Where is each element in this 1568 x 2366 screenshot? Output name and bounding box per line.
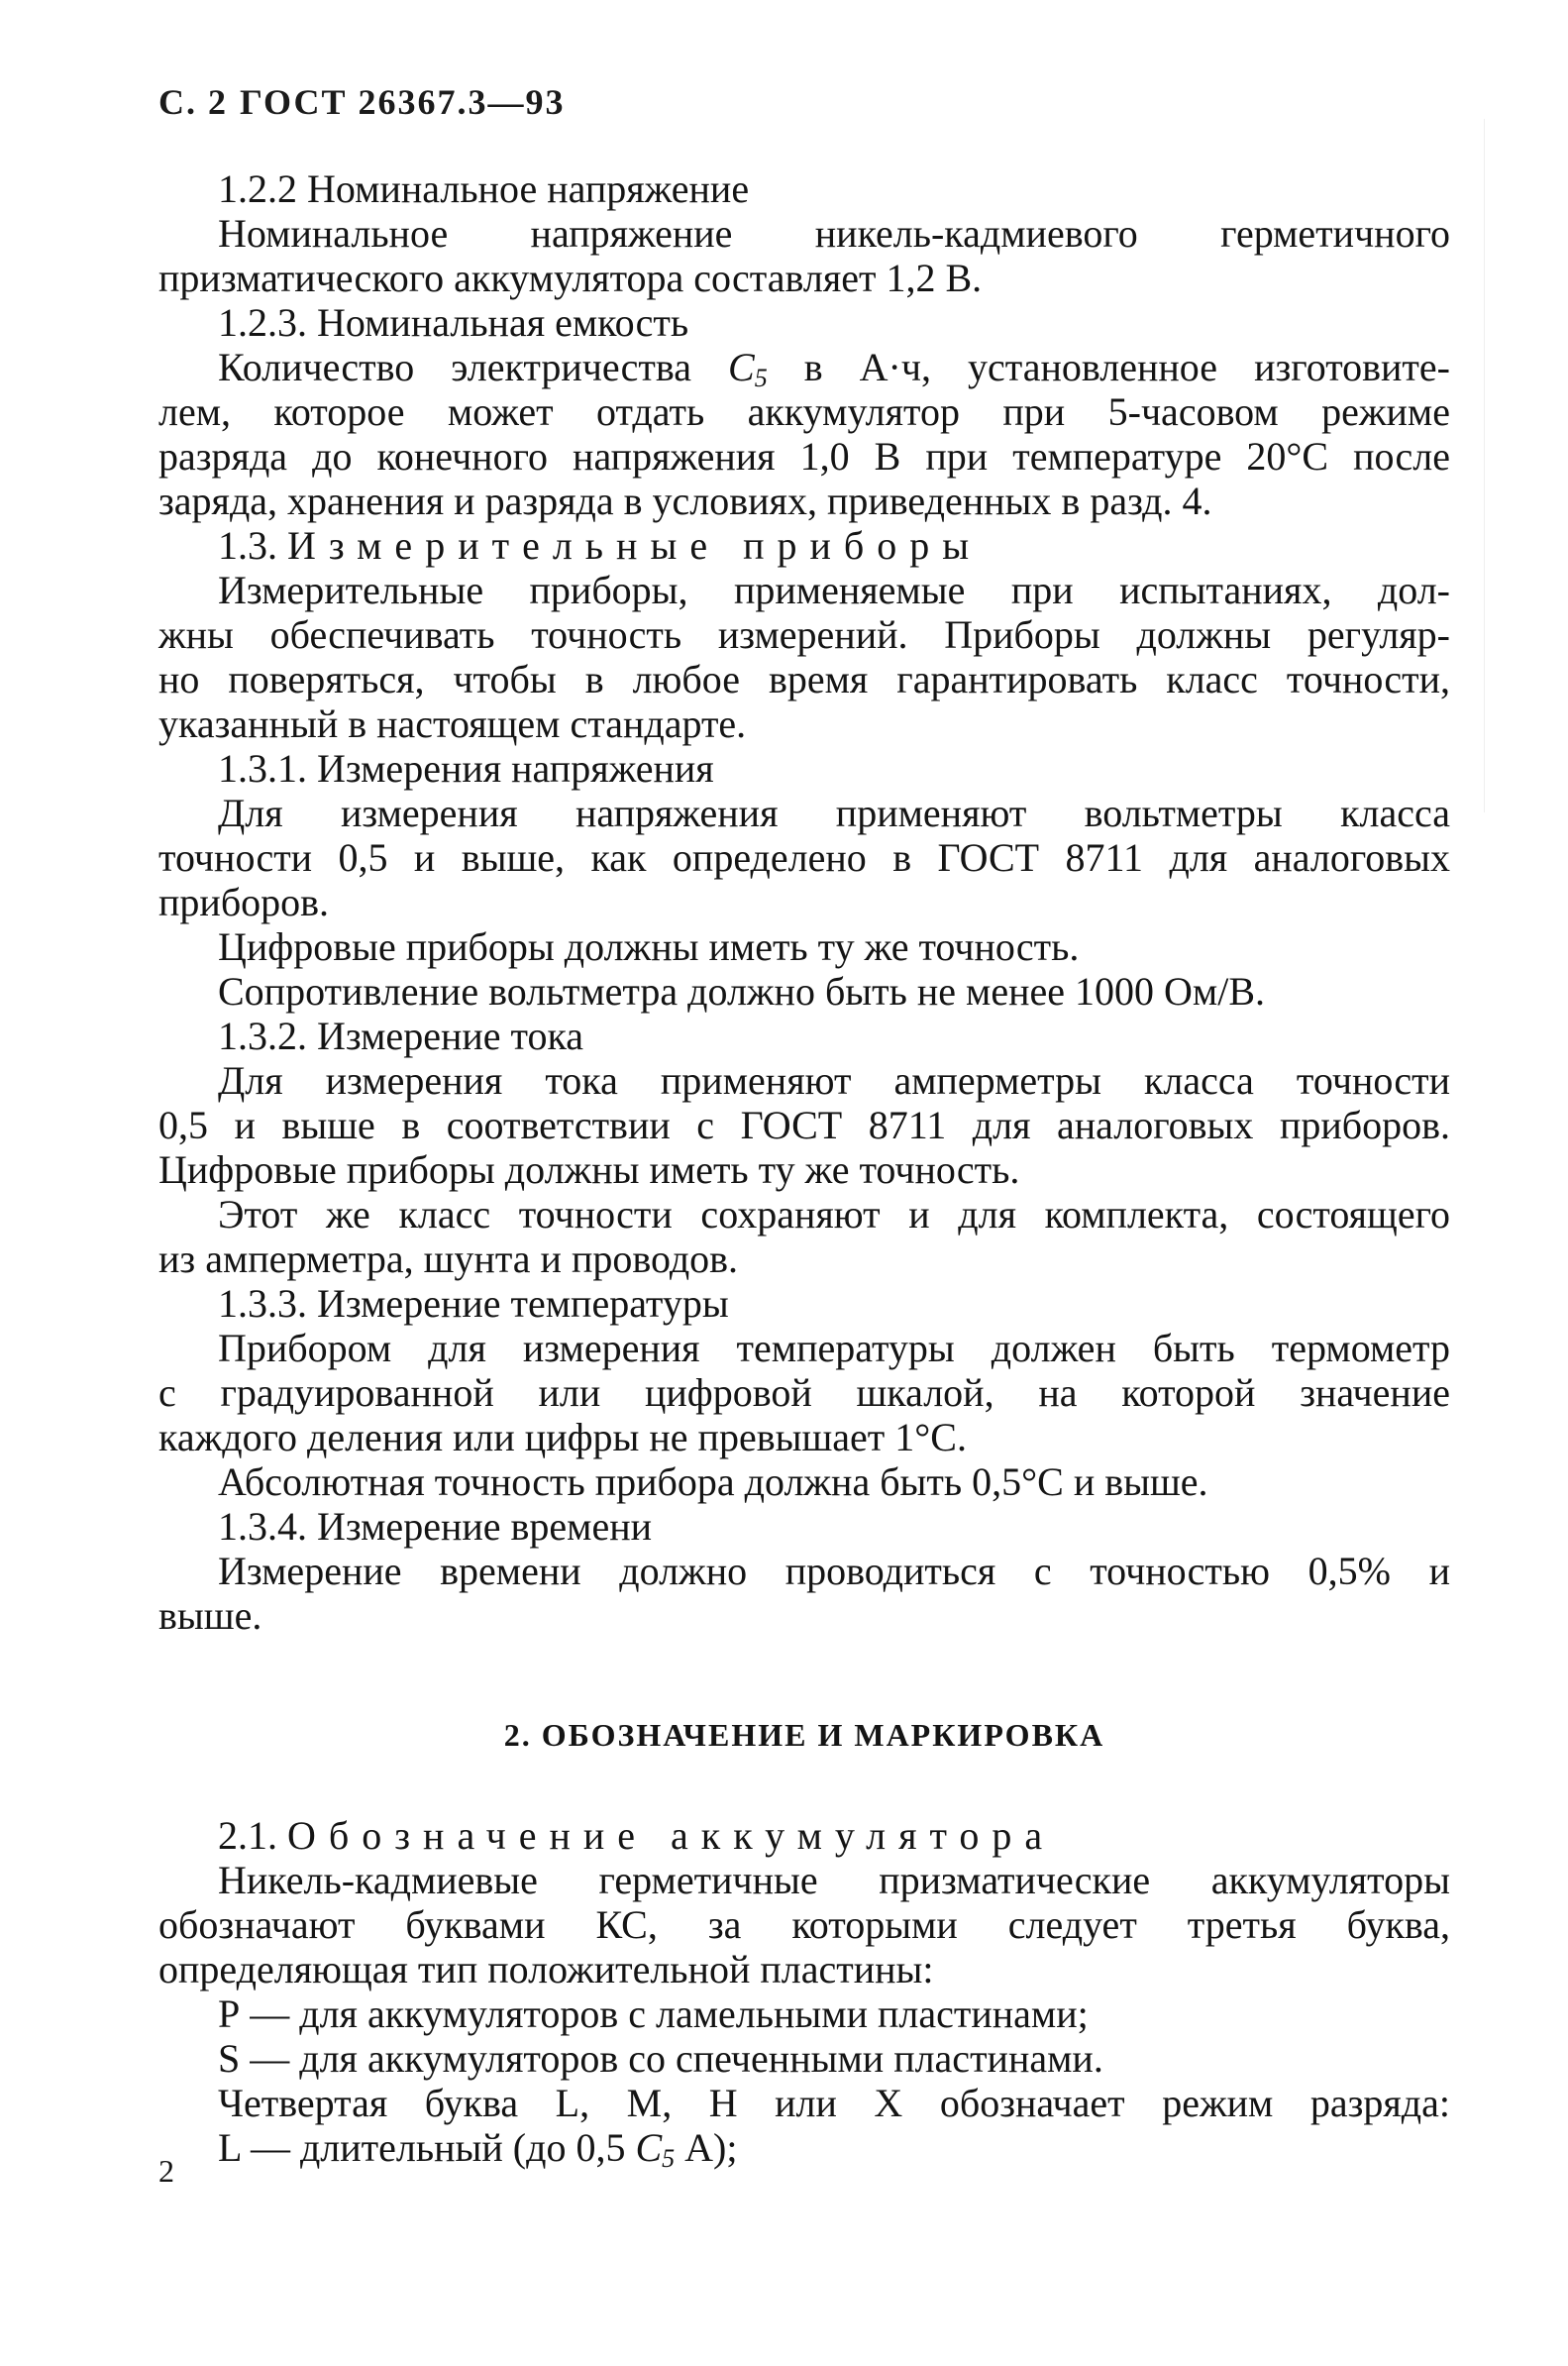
clause-1-2-3-title: 1.2.3. Номинальная емкость bbox=[218, 300, 689, 345]
clause-number: 1.3. bbox=[218, 523, 277, 568]
document-body bbox=[158, 166, 1450, 2173]
clause-2-1-line: определяющая тип положительной пластины: bbox=[158, 1947, 934, 1991]
clause-1-2-3-line bbox=[158, 345, 1450, 392]
clause-1-3-line: жны обеспечивать точность измерений. Приборы должны регуляр- bbox=[158, 612, 1450, 657]
clause-1-3-2-line: из амперметра, шунта и проводов. bbox=[158, 1237, 739, 1281]
clause-1-3-3-line: Абсолютная точность прибора должна быть 0,5°С и выше. bbox=[218, 1459, 1208, 1504]
clause-1-3-3-title: 1.3.3. Измерение температуры bbox=[218, 1281, 729, 1326]
clause-1-3-2-line: Этот же класс точности сохраняют и для комплекта, состоящего bbox=[218, 1192, 1450, 1237]
clause-1-2-3-line: разряда до конечного напряжения 1,0 В при температуре 20°С после bbox=[158, 434, 1450, 479]
text-fragment: Количество электричества bbox=[218, 345, 691, 389]
clause-1-3-1-line: Для измерения напряжения применяют вольтметры класса bbox=[218, 791, 1450, 835]
text-fragment: А); bbox=[684, 2125, 738, 2170]
clause-1-3-line: Измерительные приборы, применяемые при испытаниях, дол- bbox=[218, 568, 1450, 612]
clause-2-1-line: Р — для аккумуляторов с ламельными пластинами; bbox=[218, 1991, 1089, 2036]
clause-1-3-line: указанный в настоящем стандарте. bbox=[158, 701, 747, 746]
clause-1-3-1-line: Цифровые приборы должны иметь ту же точность. bbox=[218, 924, 1080, 969]
clause-2-1-line: S — для аккумуляторов со спеченными пластинами. bbox=[218, 2036, 1103, 2081]
clause-1-3-4-line: Измерение времени должно проводиться с точностью 0,5% и bbox=[218, 1549, 1450, 1593]
clause-1-2-2-line: Номинальное напряжение никель-кадмиевого герметичного bbox=[218, 211, 1450, 256]
text-fragment: в А·ч, установленное изготовите- bbox=[803, 345, 1450, 389]
clause-1-3-line: но поверяться, чтобы в любое время гарантировать класс точности, bbox=[158, 657, 1450, 701]
clause-2-1-line bbox=[158, 2125, 1450, 2173]
c5-symbol bbox=[635, 2125, 676, 2173]
clause-1-3-title bbox=[158, 523, 1450, 568]
c5-subscript: 5 bbox=[754, 364, 768, 392]
clause-1-3-1-title: 1.3.1. Измерения напряжения bbox=[218, 746, 714, 791]
section-2-heading: 2. ОБОЗНАЧЕНИЕ И МАРКИРОВКА bbox=[503, 1717, 1105, 1753]
clause-1-2-2-title: 1.2.2 Номинальное напряжение bbox=[218, 166, 750, 211]
clause-1-2-2-line: призматического аккумулятора составляет 1,2 В. bbox=[158, 256, 983, 300]
page-ref: С. 2 bbox=[158, 82, 228, 122]
clause-1-2-3-line: заряда, хранения и разряда в условиях, приведенных в разд. 4. bbox=[158, 479, 1212, 523]
clause-1-3-1-line: Сопротивление вольтметра должно быть не менее 1000 Ом/В. bbox=[218, 969, 1266, 1014]
clause-1-3-4-title: 1.3.4. Измерение времени bbox=[218, 1504, 653, 1549]
c5-symbol bbox=[728, 345, 768, 392]
c5-letter: C bbox=[728, 345, 755, 389]
clause-2-1-title bbox=[158, 1813, 1450, 1858]
clause-1-3-1-line: точности 0,5 и выше, как определено в ГОСТ 8711 для аналоговых bbox=[158, 835, 1450, 880]
clause-1-3-2-line: Цифровые приборы должны иметь ту же точность. bbox=[158, 1147, 1020, 1192]
standard-number: ГОСТ 26367.3—93 bbox=[240, 82, 566, 122]
clause-title-spaced: Обозначение аккумулятора bbox=[287, 1813, 1056, 1858]
clause-1-3-3-line: с градуированной или цифровой шкалой, на которой значение bbox=[158, 1370, 1450, 1415]
scan-artifact-line bbox=[1484, 119, 1485, 812]
clause-number: 2.1. bbox=[218, 1813, 277, 1858]
clause-2-1-line: Четвертая буква L, М, Н или X обозначает режим разряда: bbox=[218, 2081, 1450, 2125]
clause-1-3-2-title: 1.3.2. Измерение тока bbox=[218, 1014, 584, 1058]
clause-1-3-1-line: приборов. bbox=[158, 880, 330, 924]
text-fragment: L — длительный (до 0,5 bbox=[218, 2125, 626, 2170]
clause-1-3-3-line: каждого деления или цифры не превышает 1°С. bbox=[158, 1415, 967, 1459]
c5-subscript: 5 bbox=[662, 2144, 676, 2173]
clause-1-3-4-line: выше. bbox=[158, 1593, 262, 1638]
clause-1-3-2-line: 0,5 и выше в соответствии с ГОСТ 8711 для аналоговых приборов. bbox=[158, 1103, 1450, 1147]
clause-1-3-2-line: Для измерения тока применяют амперметры класса точности bbox=[218, 1058, 1450, 1103]
page-header bbox=[158, 81, 576, 123]
c5-letter: C bbox=[635, 2125, 663, 2170]
page-number: 2 bbox=[158, 2153, 174, 2189]
clause-1-2-3-line: лем, которое может отдать аккумулятор при 5-часовом режиме bbox=[158, 389, 1450, 434]
clause-2-1-line: Никель-кадмиевые герметичные призматические аккумуляторы bbox=[218, 1858, 1450, 1902]
clause-1-3-3-line: Прибором для измерения температуры должен быть термометр bbox=[218, 1326, 1450, 1370]
clause-2-1-line: обозначают буквами КС, за которыми следует третья буква, bbox=[158, 1902, 1450, 1947]
clause-title-spaced: Измерительные приборы bbox=[287, 523, 983, 568]
